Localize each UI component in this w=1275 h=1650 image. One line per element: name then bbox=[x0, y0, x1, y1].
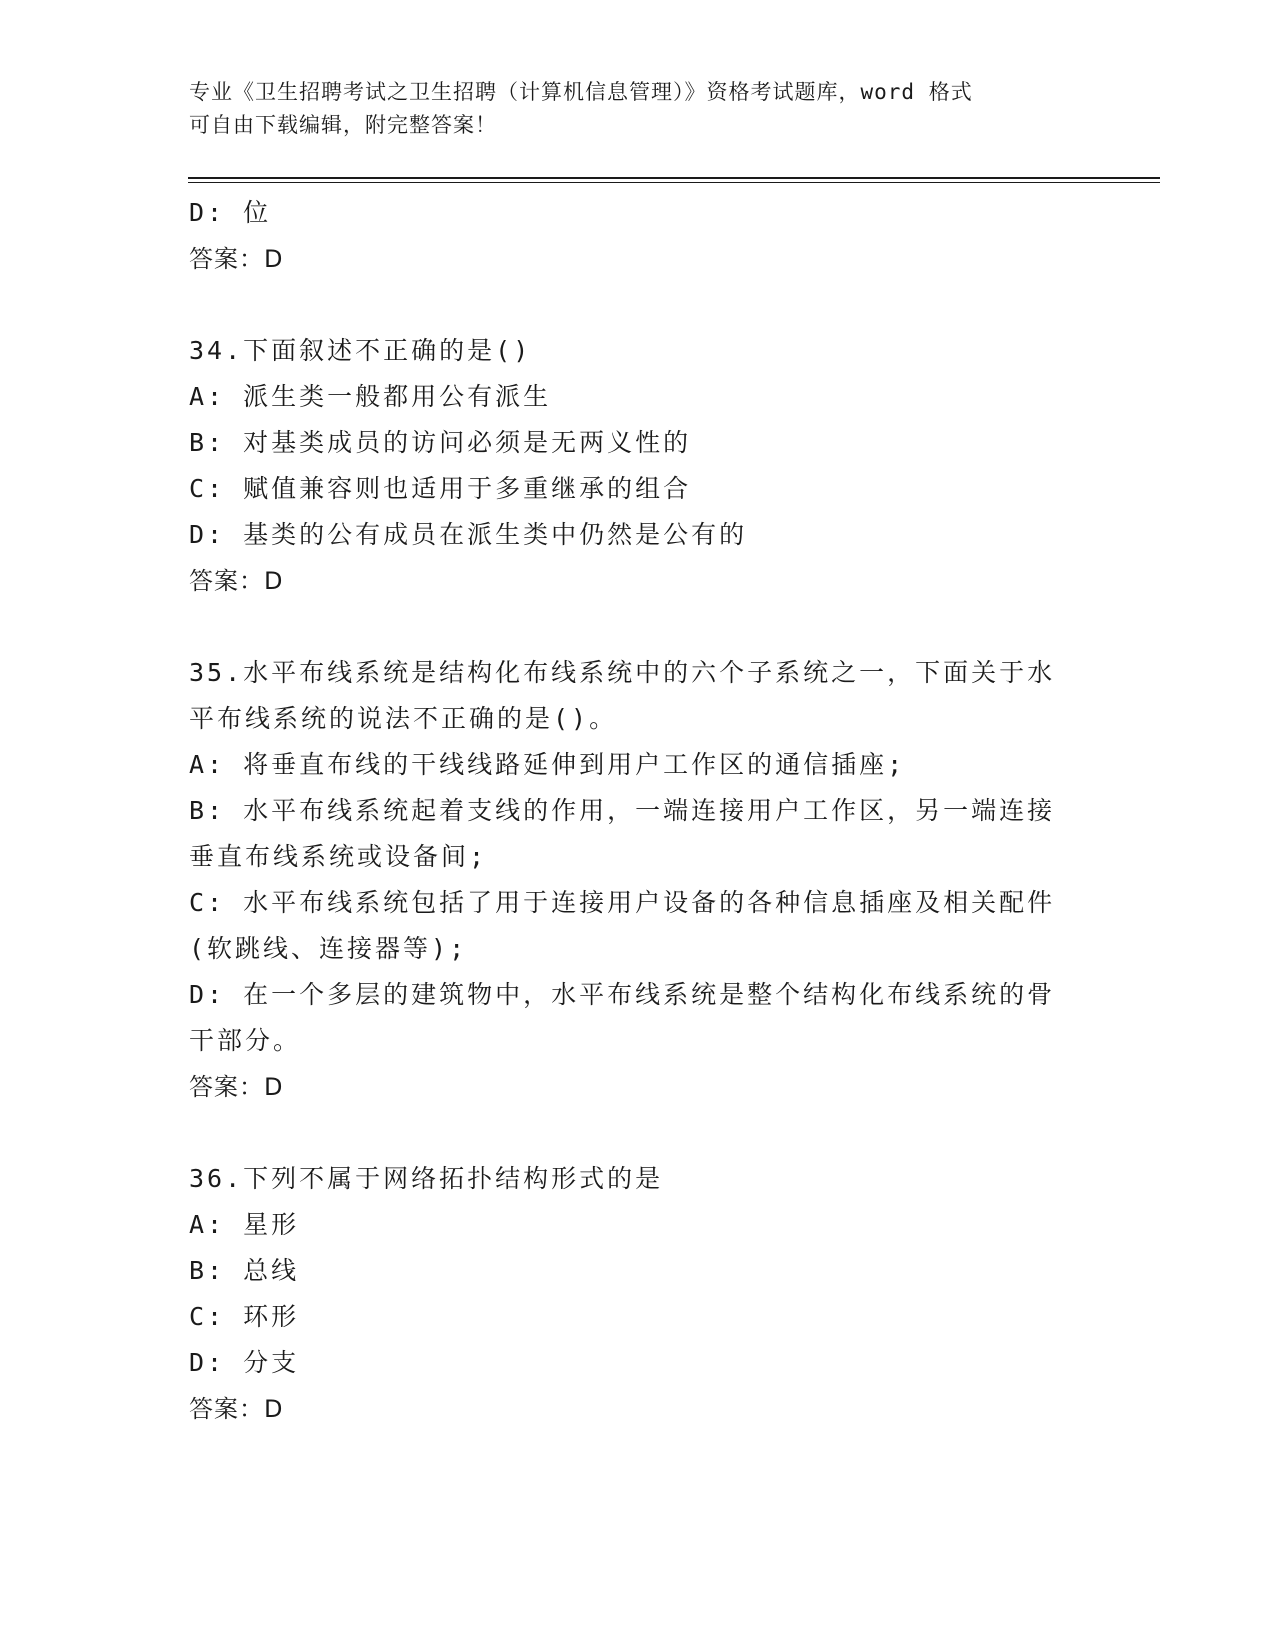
question-34 bbox=[189, 328, 1089, 604]
header-divider-thin bbox=[188, 182, 1160, 183]
header-line-1: 专业《卫生招聘考试之卫生招聘（计算机信息管理）》资格考试题库，word 格式 bbox=[189, 80, 973, 104]
option-c: C: 环形 bbox=[189, 1302, 300, 1331]
document-header bbox=[189, 76, 1089, 142]
answer-line: 答案：D bbox=[189, 1395, 284, 1423]
question-33-tail bbox=[189, 190, 1089, 282]
option-d: D: 在一个多层的建筑物中，水平布线系统是整个结构化布线系统的骨 bbox=[189, 980, 1056, 1009]
question-stem-cont: 平布线系统的说法不正确的是()。 bbox=[189, 704, 618, 733]
option-d-cont: 干部分。 bbox=[189, 1026, 302, 1055]
question-list bbox=[189, 190, 1089, 1432]
option-d: D: 基类的公有成员在派生类中仍然是公有的 bbox=[189, 520, 748, 549]
answer-line: 答案：D bbox=[189, 1073, 284, 1101]
option-c: C: 水平布线系统包括了用于连接用户设备的各种信息插座及相关配件 bbox=[189, 888, 1056, 917]
answer-line: 答案：D bbox=[189, 245, 284, 273]
option-b: B: 对基类成员的访问必须是无两义性的 bbox=[189, 428, 692, 457]
question-stem: 35.水平布线系统是结构化布线系统中的六个子系统之一，下面关于水 bbox=[189, 658, 1056, 687]
question-spacer bbox=[189, 604, 1089, 650]
question-35 bbox=[189, 650, 1089, 1110]
option-c-cont: (软跳线、连接器等); bbox=[189, 934, 468, 963]
option-b-cont: 垂直布线系统或设备间; bbox=[189, 842, 488, 871]
option-d: D: 分支 bbox=[189, 1348, 300, 1377]
answer-line: 答案：D bbox=[189, 567, 284, 595]
question-stem: 34.下面叙述不正确的是() bbox=[189, 336, 532, 365]
option-a: A: 派生类一般都用公有派生 bbox=[189, 382, 552, 411]
question-stem: 36.下列不属于网络拓扑结构形式的是 bbox=[189, 1164, 664, 1193]
option-a: A: 星形 bbox=[189, 1210, 300, 1239]
question-spacer bbox=[189, 282, 1089, 328]
header-divider-thick bbox=[188, 177, 1160, 179]
option-b: B: 水平布线系统起着支线的作用，一端连接用户工作区，另一端连接 bbox=[189, 796, 1056, 825]
option-b: B: 总线 bbox=[189, 1256, 300, 1285]
question-36 bbox=[189, 1156, 1089, 1432]
header-line-2: 可自由下载编辑，附完整答案！ bbox=[189, 113, 497, 137]
question-spacer bbox=[189, 1110, 1089, 1156]
option-c: C: 赋值兼容则也适用于多重继承的组合 bbox=[189, 474, 692, 503]
option-d: D: 位 bbox=[189, 198, 272, 227]
option-a: A: 将垂直布线的干线线路延伸到用户工作区的通信插座; bbox=[189, 750, 906, 779]
